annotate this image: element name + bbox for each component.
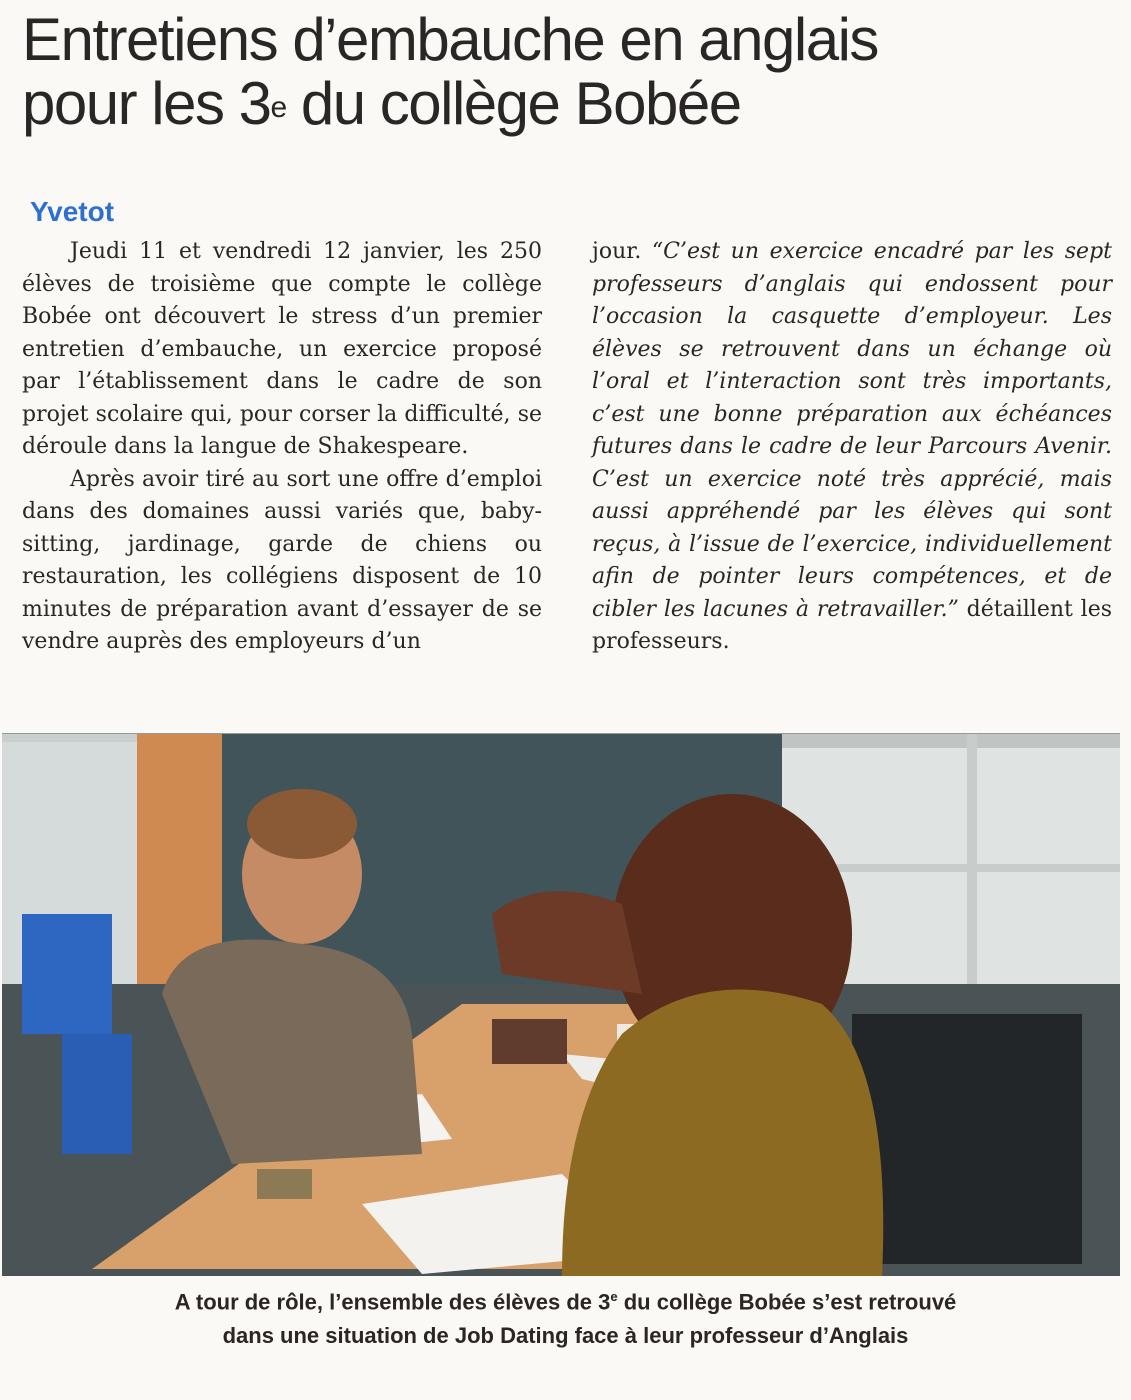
caption-line-2: dans une situation de Job Dating face à leur professeur d’Anglais xyxy=(222,1323,909,1349)
caption-line-1-post: du collège Bobée s’est retrouvé xyxy=(617,1289,957,1315)
article-paragraph-2: Après avoir tiré au sort une offre d’emploi dans des domaines aussi variés que, baby-sitting, jardinage, garde de chiens ou restauration, les collégiens disposent de 10 minutes de préparation avant d’essayer de se vendre auprès des employeurs d’un xyxy=(22,466,542,654)
article-paragraph-3 xyxy=(592,236,1112,659)
article-column-right xyxy=(592,236,1112,659)
headline-line-1: Entretiens d’embauche en anglais xyxy=(22,6,878,73)
photo-caption xyxy=(0,1280,1131,1353)
photo-blue-chair xyxy=(22,914,112,1034)
caption-line-1-pre: A tour de rôle, l’ensemble des élèves de 3 xyxy=(174,1289,611,1315)
headline-line-2-post: du collège Bobée xyxy=(285,70,741,137)
article-photo xyxy=(2,733,1120,1276)
article-headline xyxy=(22,8,1112,136)
paragraph-3-start: jour. xyxy=(592,239,652,264)
photo-pencil-case xyxy=(492,1019,567,1064)
headline-line-2-pre: pour les 3 xyxy=(22,70,271,137)
photo-dark-chair xyxy=(852,1014,1082,1264)
photo-card xyxy=(257,1169,312,1199)
paragraph-3-end: détaillent les professeurs. xyxy=(592,596,1112,654)
article-paragraph-1: Jeudi 11 et vendredi 12 janvier, les 250 élèves de troisième que compte le collège Bobée ont découvert le stress d’un premier entretien d’embauche, un exercice proposé par l’établissement dans le cadre de son projet scolaire qui, pour corser la difficulté, se déroule dans la langue de Shakespeare. xyxy=(22,239,542,459)
headline-superscript: e xyxy=(270,91,286,124)
classroom-photo-illustration xyxy=(2,734,1120,1276)
teacher-quote: “C’est un exercice encadré par les sept professeurs d’anglais qui endossent pour l’occasion la casquette d’employeur. Les élèves se retrouvent dans un échange où l’oral et l’interaction sont très importants, c’est une bonne préparation aux échéances futures dans le cadre de leur Parcours Avenir. C’est un exercice noté très apprécié, mais aussi appréhendé par les élèves qui sont reçus, à l’issue de l’exercice, individuellement afin de pointer leurs compétences, et de cibler les lacunes à retravailler.” xyxy=(592,239,1112,622)
dateline-location: Yvetot xyxy=(30,196,115,227)
caption-superscript: e xyxy=(610,1289,618,1304)
article-column-left xyxy=(22,236,542,659)
